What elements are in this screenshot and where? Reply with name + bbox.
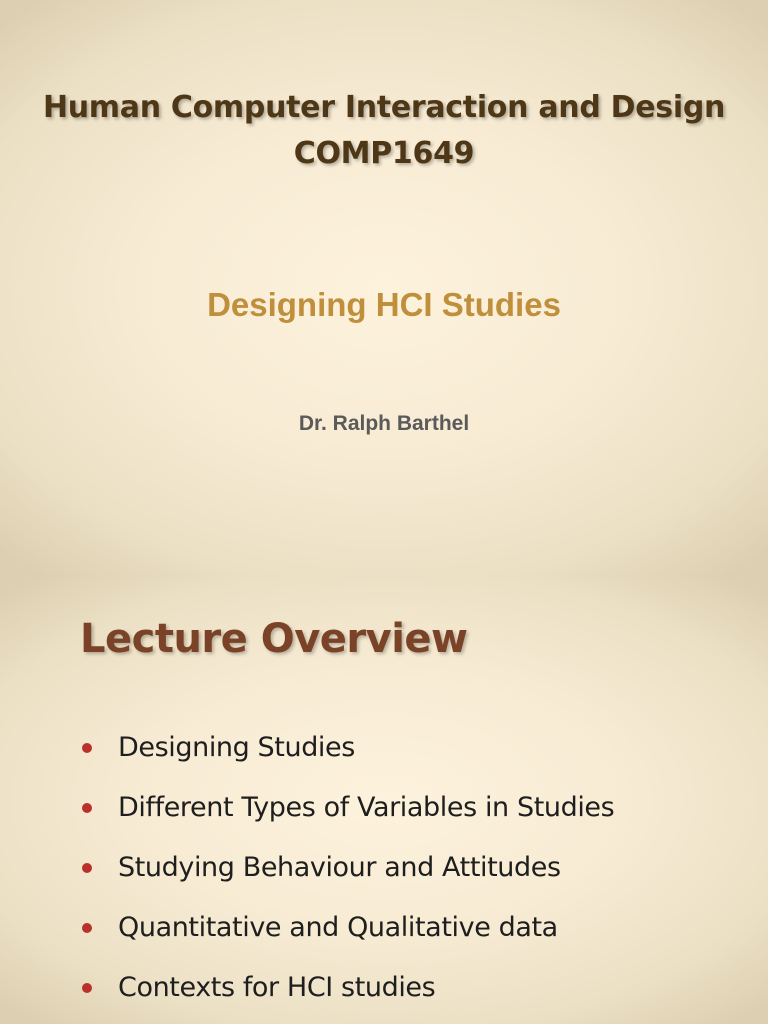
list-item-text: Contexts for HCI studies <box>118 972 436 1003</box>
list-item <box>80 724 614 784</box>
list-item <box>80 844 614 904</box>
list-item <box>80 784 614 844</box>
list-item <box>80 964 614 1024</box>
author-name: Dr. Ralph Barthel <box>298 412 470 435</box>
list-item-text: Quantitative and Qualitative data <box>118 912 558 943</box>
bullet-dot-icon <box>82 923 92 933</box>
bullet-dot-icon <box>82 803 92 813</box>
list-item-text: Studying Behaviour and Attitudes <box>118 852 561 883</box>
list-item <box>80 904 614 964</box>
list-item-text: Different Types of Variables in Studies <box>118 792 615 823</box>
overview-heading: Lecture Overview <box>80 616 468 662</box>
lecture-title: Designing HCI Studies <box>207 286 561 323</box>
course-title: Human Computer Interaction and Design <box>42 90 726 125</box>
overview-slide <box>0 576 768 1024</box>
overview-bullet-list <box>80 724 614 1024</box>
list-item-text: Designing Studies <box>118 732 355 763</box>
course-code: COMP1649 <box>293 136 475 171</box>
bullet-dot-icon <box>82 863 92 873</box>
bullet-dot-icon <box>82 983 92 993</box>
bullet-dot-icon <box>82 743 92 753</box>
